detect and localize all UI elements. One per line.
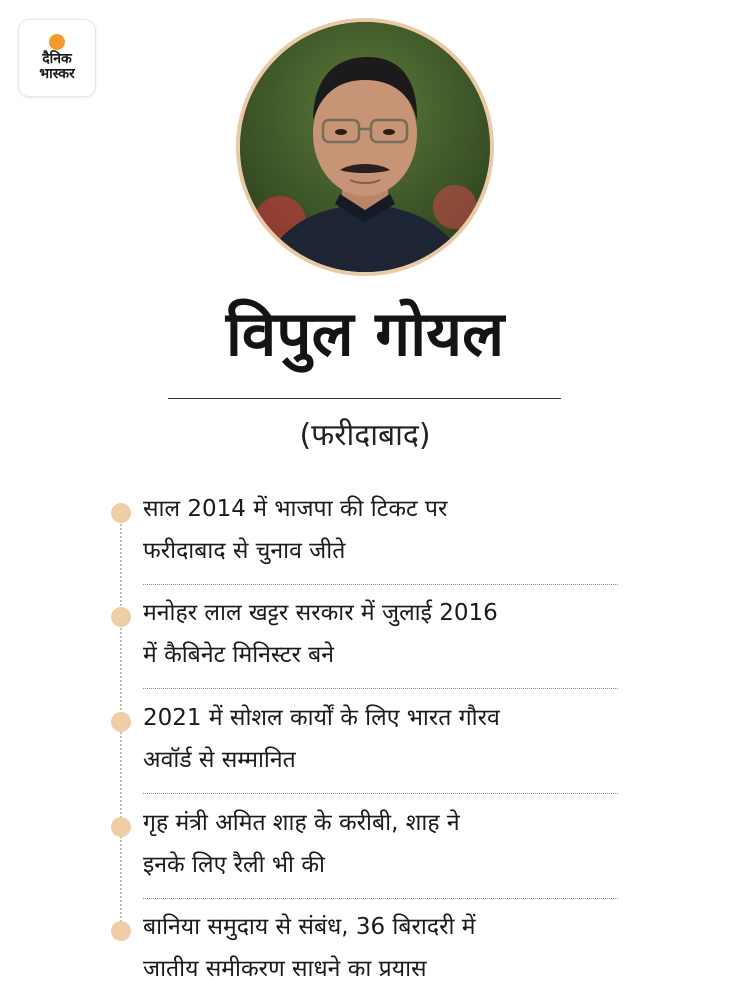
- fact-divider: [143, 688, 618, 689]
- brand-logo[interactable]: [19, 20, 95, 96]
- fact-text-line-2: जातीय समीकरण साधने का प्रयास: [143, 956, 427, 982]
- person-name: विपुल गोयल: [225, 297, 505, 370]
- fact-divider: [143, 898, 618, 899]
- fact-text-line-1: साल 2014 में भाजपा की टिकट पर: [143, 496, 448, 522]
- fact-divider: [143, 793, 618, 794]
- fact-text-line-1: गृह मंत्री अमित शाह के करीबी, शाह ने: [143, 810, 460, 836]
- fact-text-line-1: बानिया समुदाय से संबंध, 36 बिरादरी में: [143, 914, 476, 940]
- fact-text-line-2: इनके लिए रैली भी की: [143, 852, 325, 878]
- fact-divider: [143, 584, 618, 585]
- bullet-dot-icon: [111, 503, 131, 523]
- bullet-dot-icon: [111, 921, 131, 941]
- portrait-photo: [236, 18, 494, 276]
- logo-line-1: दैनिक: [42, 51, 72, 67]
- logo-line-2: भास्कर: [39, 66, 75, 82]
- constituency: (फरीदाबाद): [299, 418, 431, 453]
- logo-sun-icon: [49, 34, 65, 50]
- fact-text-line-1: 2021 में सोशल कार्यों के लिए भारत गौरव: [143, 705, 500, 731]
- fact-text-line-2: में कैबिनेट मिनिस्टर बने: [143, 642, 335, 668]
- portrait-photo-icon: [240, 22, 490, 272]
- fact-text-line-2: अवॉर्ड से सम्मानित: [143, 747, 296, 773]
- bullet-dot-icon: [111, 712, 131, 732]
- bullet-dot-icon: [111, 817, 131, 837]
- name-divider: [168, 398, 561, 399]
- fact-text-line-2: फरीदाबाद से चुनाव जीते: [143, 538, 346, 564]
- bullet-dot-icon: [111, 607, 131, 627]
- fact-text-line-1: मनोहर लाल खट्टर सरकार में जुलाई 2016: [143, 600, 498, 626]
